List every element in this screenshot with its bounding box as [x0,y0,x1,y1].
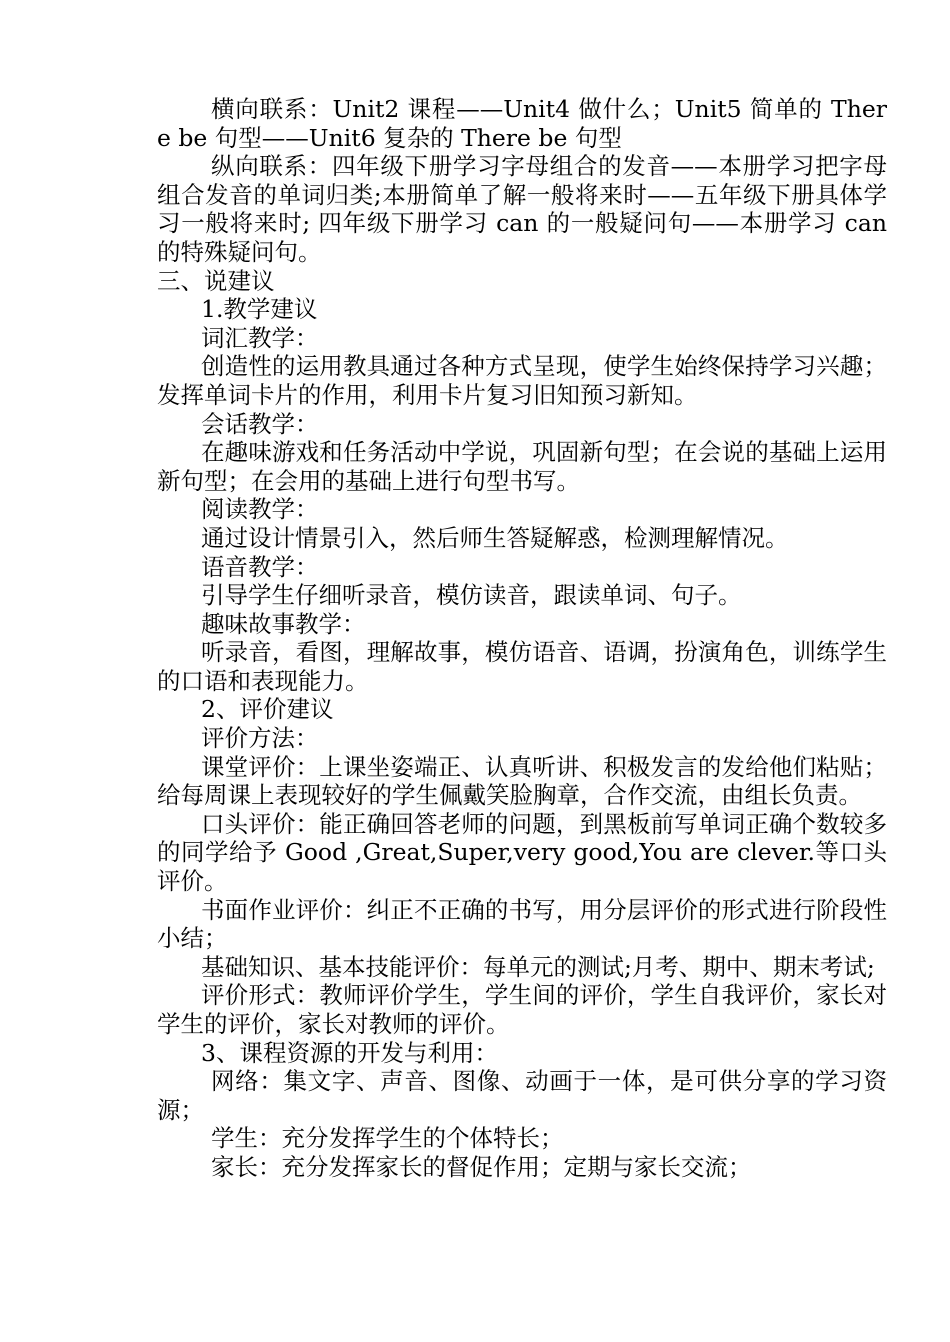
paragraph-story-teaching: 听录音，看图，理解故事，模仿语音、语调，扮演角色，训练学生的口语和表现能力。 [157,638,887,695]
paragraph-classroom-evaluation: 课堂评价：上课坐姿端正、认真听讲、积极发言的发给他们粘贴；给每周课上表现较好的学生佩戴笑脸胸章，合作交流，由组长负责。 [157,752,887,810]
label-dialogue-teaching: 会话教学： [201,409,319,438]
section-heading-suggestions: 三、说建议 [157,266,275,295]
paragraph-basic-skills-evaluation: 基础知识、基本技能评价：每单元的测试;月考、期中、期末考试; [201,952,875,981]
subheading-evaluation-suggestions: 2、评价建议 [201,695,334,724]
paragraph-resource-network: 网络：集文字、声音、图像、动画于一体，是可供分享的学习资源； [157,1067,887,1124]
document-body [157,95,887,1182]
label-phonics-teaching: 语音教学： [201,552,319,581]
paragraph-phonics-teaching: 引导学生仔细听录音，模仿读音，跟读单词、句子。 [201,581,742,610]
paragraph-horizontal-link: 横向联系：Unit2 课程——Unit4 做什么；Unit5 简单的 There be 句型——Unit6 复杂的 There be 句型 [157,95,887,152]
label-story-teaching: 趣味故事教学： [201,609,366,638]
label-evaluation-methods: 评价方法： [201,724,319,753]
label-vocabulary-teaching: 词汇教学： [201,323,319,352]
paragraph-dialogue-teaching: 在趣味游戏和任务活动中学说，巩固新句型；在会说的基础上运用新句型；在会用的基础上进行句型书写。 [157,438,887,495]
subheading-teaching-suggestions: 1.教学建议 [201,295,318,324]
paragraph-vocabulary-teaching: 创造性的运用教具通过各种方式呈现，使学生始终保持学习兴趣；发挥单词卡片的作用，利用卡片复习旧知预习新知。 [157,352,887,409]
paragraph-oral-evaluation: 口头评价：能正确回答老师的问题，到黑板前写单词正确个数较多的同学给予 Good ,Great,Super,very good,You are clever.等口头评价。 [157,809,887,896]
paragraph-evaluation-forms: 评价形式：教师评价学生，学生间的评价，学生自我评价，家长对学生的评价，家长对教师的评价。 [157,981,887,1038]
paragraph-reading-teaching: 通过设计情景引入，然后师生答疑解惑，检测理解情况。 [201,523,789,552]
paragraph-vertical-link: 纵向联系：四年级下册学习字母组合的发音——本册学习把字母组合发音的单词归类;本册简单了解一般将来时——五年级下册具体学习一般将来时; 四年级下册学习 can 的一般疑问句——本册学习 can 的特殊疑问句。 [157,152,887,266]
paragraph-written-evaluation: 书面作业评价：纠正不正确的书写，用分层评价的形式进行阶段性小结； [157,895,887,953]
label-reading-teaching: 阅读教学： [201,495,319,524]
subheading-course-resources: 3、课程资源的开发与利用： [201,1038,498,1067]
paragraph-resource-parents: 家长：充分发挥家长的督促作用；定期与家长交流； [211,1152,752,1181]
paragraph-resource-students: 学生：充分发挥学生的个体特长； [211,1124,564,1153]
